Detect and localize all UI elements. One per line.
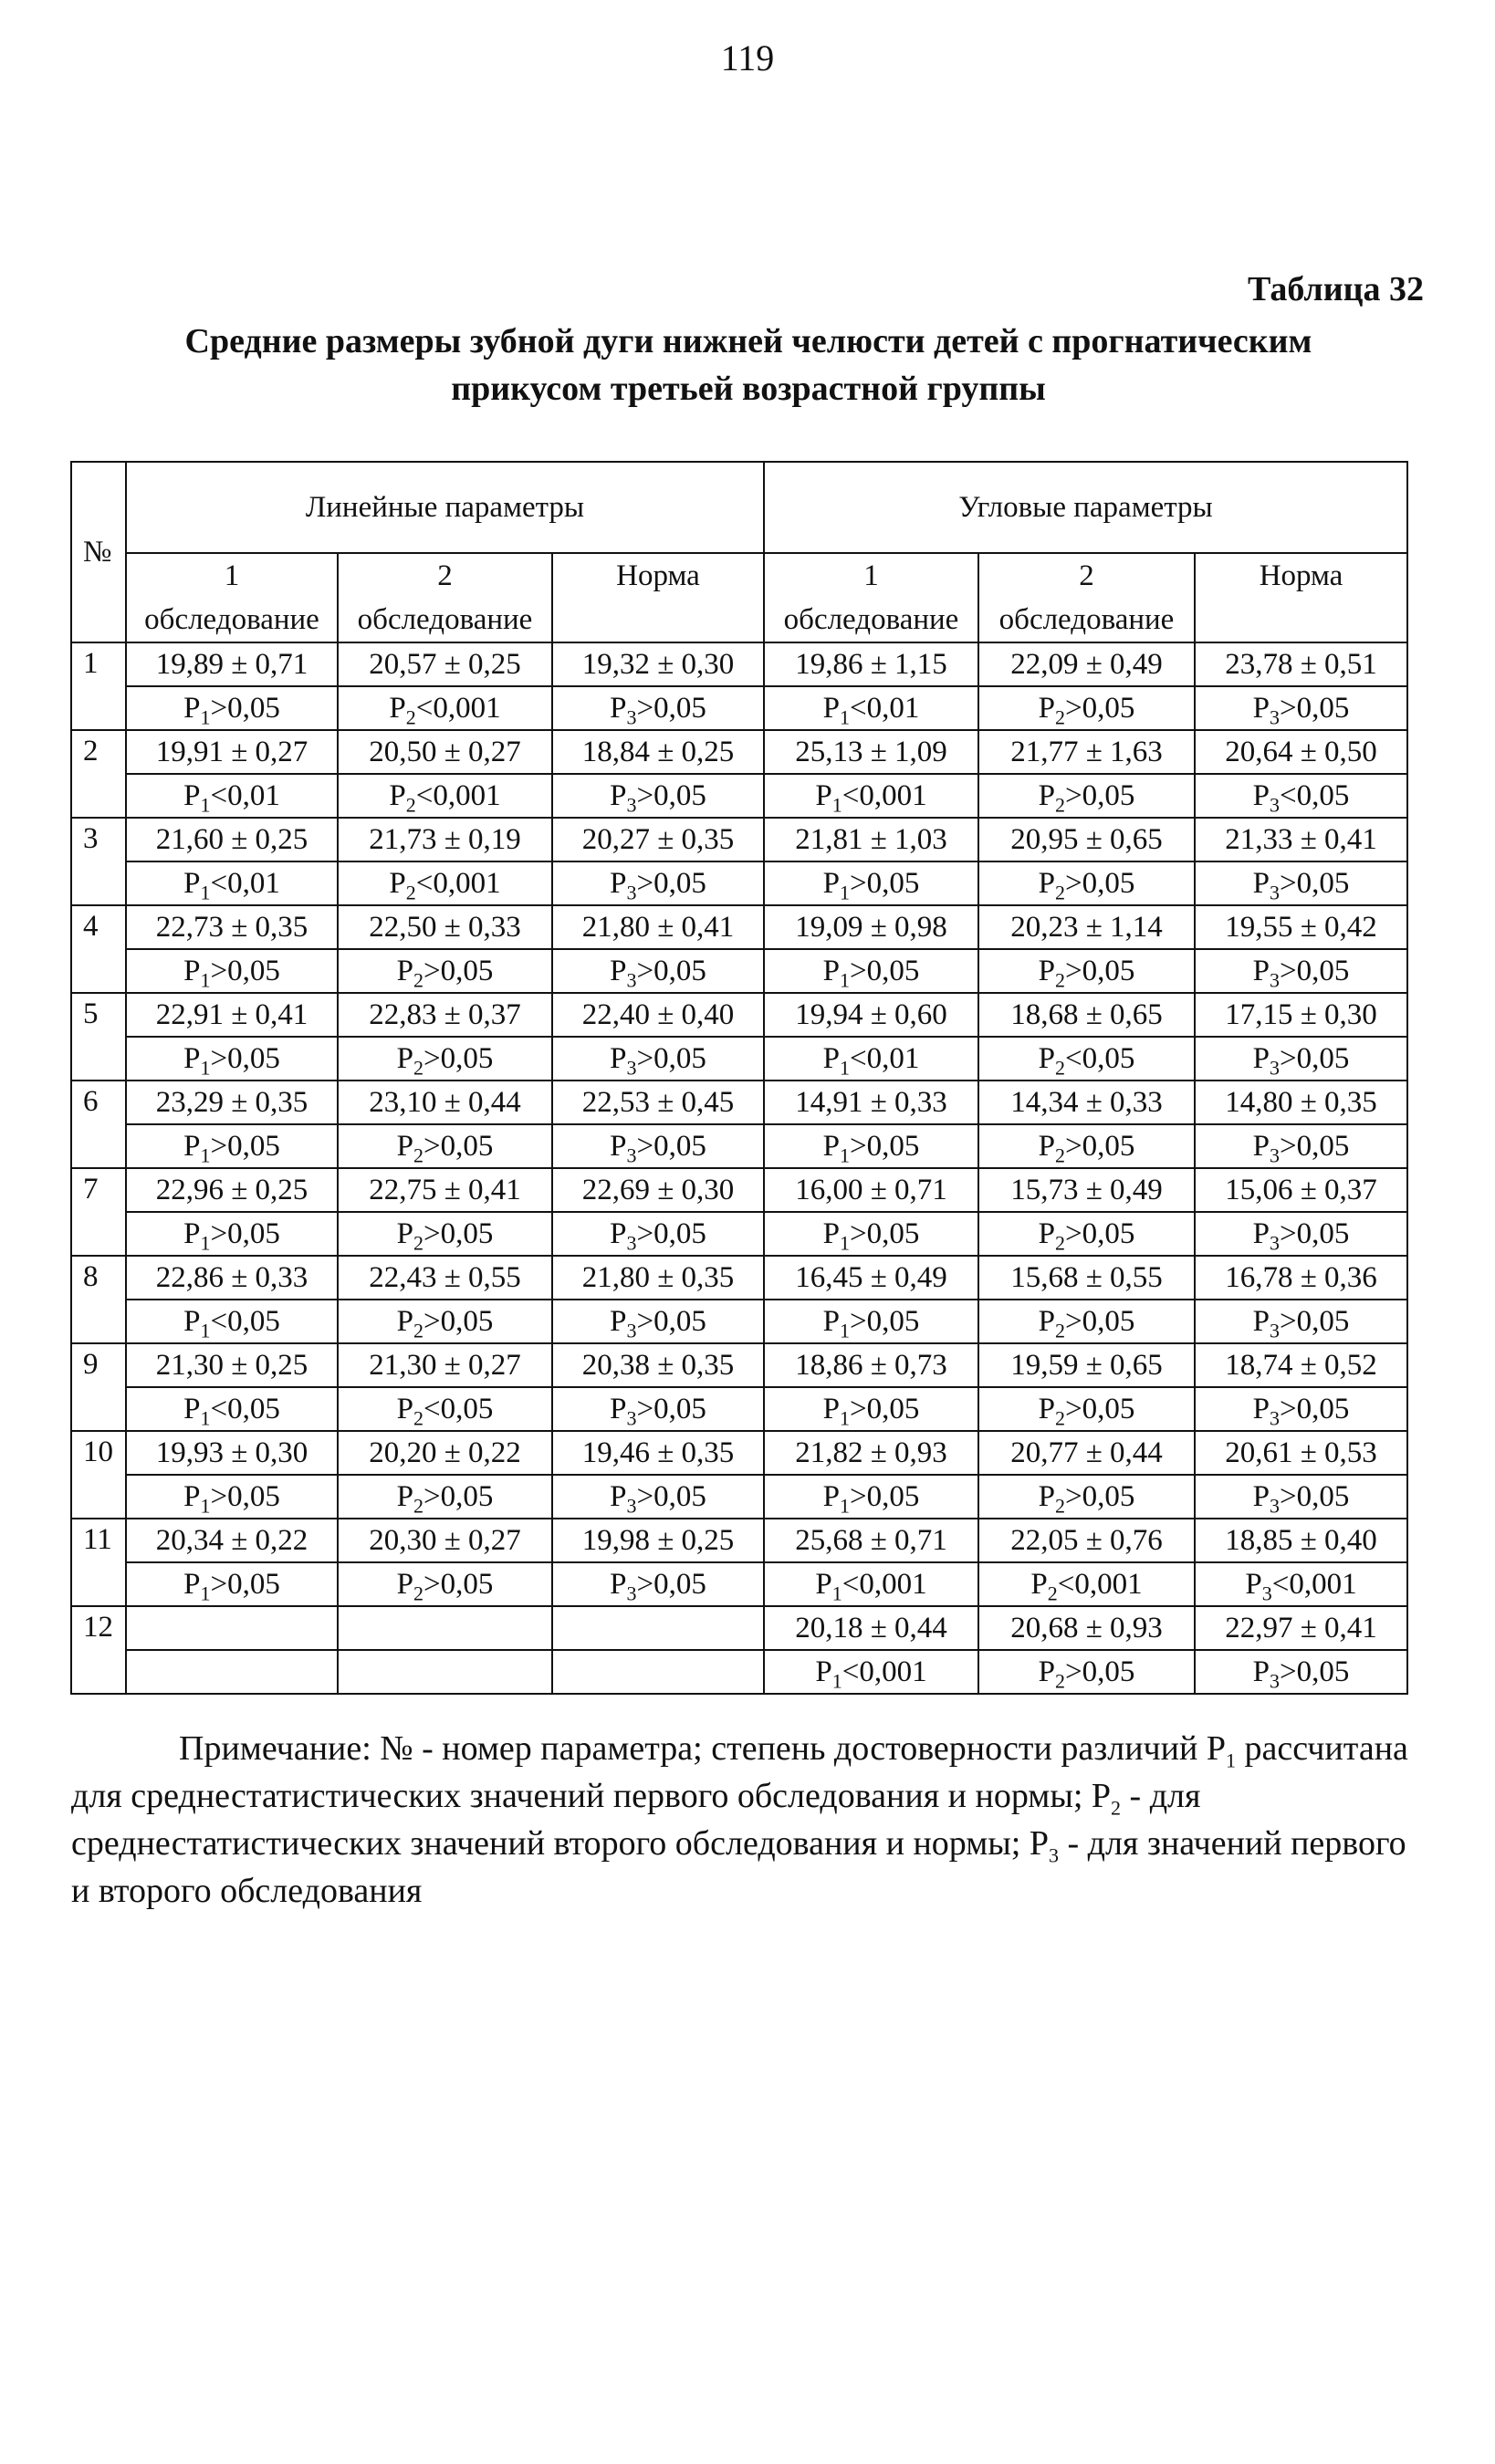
data-table [70,461,1408,1695]
significance-cell: $P_1>0,05$ [764,1124,978,1168]
table-row [71,1431,1407,1475]
value-cell: 19,59 ± 0,65 [978,1343,1195,1387]
significance-cell: $P_1>0,05$ [126,1562,338,1606]
value-cell: 19,55 ± 0,42 [1195,905,1407,949]
value-cell: 19,32 ± 0,30 [552,642,764,686]
significance-cell: $P_1>0,05$ [126,1037,338,1081]
value-cell: 19,89 ± 0,71 [126,642,338,686]
row-number: 6 [71,1081,126,1168]
value-cell: 22,96 ± 0,25 [126,1168,338,1212]
significance-cell: $P_3>0,05$ [1195,1387,1407,1431]
page-number: 119 [720,37,775,78]
value-cell: 19,09 ± 0,98 [764,905,978,949]
row-number: 9 [71,1343,126,1431]
significance-cell: $P_3>0,05$ [1195,1212,1407,1256]
value-cell [338,1606,552,1650]
value-cell: 22,43 ± 0,55 [338,1256,552,1300]
header-linear: Линейные параметры [126,462,764,553]
significance-cell: $P_3>0,05$ [1195,861,1407,905]
significance-cell: $P_1>0,05$ [126,949,338,993]
table-row-significance [71,949,1407,993]
header-angular: Угловые параметры [764,462,1407,553]
table-row-significance [71,1650,1407,1694]
significance-cell: $P_1>0,05$ [126,1212,338,1256]
significance-cell: $P_3>0,05$ [1195,1037,1407,1081]
value-cell: 25,13 ± 1,09 [764,730,978,774]
header-exam1-linear: 1 обследование [126,553,338,642]
significance-cell: $P_1<0,001$ [764,774,978,818]
value-cell: 19,86 ± 1,15 [764,642,978,686]
row-number: 7 [71,1168,126,1256]
value-cell: 15,73 ± 0,49 [978,1168,1195,1212]
value-cell: 21,82 ± 0,93 [764,1431,978,1475]
value-cell: 21,81 ± 1,03 [764,818,978,861]
table-label: Таблица 32 [1247,270,1424,308]
significance-cell: $P_2>0,05$ [978,1650,1195,1694]
table-row [71,1606,1407,1650]
significance-cell: $P_3>0,05$ [1195,1300,1407,1343]
significance-cell: $P_2>0,05$ [338,1037,552,1081]
row-number: 11 [71,1519,126,1606]
significance-cell: $P_1>0,05$ [764,1475,978,1519]
value-cell: 14,80 ± 0,35 [1195,1081,1407,1124]
table-row-significance [71,1300,1407,1343]
value-cell: 20,23 ± 1,14 [978,905,1195,949]
significance-cell: $P_2>0,05$ [978,861,1195,905]
header-exam1-angular: 1 обследование [764,553,978,642]
significance-cell: $P_2>0,05$ [978,686,1195,730]
significance-cell: $P_3>0,05$ [552,949,764,993]
value-cell: 21,60 ± 0,25 [126,818,338,861]
value-cell: 20,61 ± 0,53 [1195,1431,1407,1475]
significance-cell: $P_3>0,05$ [552,1300,764,1343]
table-title [55,318,1442,412]
value-cell: 25,68 ± 0,71 [764,1519,978,1562]
value-cell: 22,97 ± 0,41 [1195,1606,1407,1650]
value-cell: 18,68 ± 0,65 [978,993,1195,1037]
significance-cell: $P_3>0,05$ [1195,686,1407,730]
table-row [71,1343,1407,1387]
significance-cell: $P_3>0,05$ [552,1562,764,1606]
significance-cell: $P_2<0,05$ [978,1037,1195,1081]
value-cell: 20,64 ± 0,50 [1195,730,1407,774]
significance-cell: $P_1<0,001$ [764,1562,978,1606]
header-row-groups [71,462,1407,553]
header-norm-linear: Норма [552,553,764,642]
significance-cell: $P_2<0,05$ [338,1387,552,1431]
significance-cell: $P_2>0,05$ [338,1212,552,1256]
table-row-significance [71,1212,1407,1256]
value-cell: 22,09 ± 0,49 [978,642,1195,686]
significance-cell: $P_2>0,05$ [978,1124,1195,1168]
significance-cell: $P_2>0,05$ [338,949,552,993]
value-cell: 18,74 ± 0,52 [1195,1343,1407,1387]
significance-cell: $P_1>0,05$ [126,686,338,730]
value-cell: 16,78 ± 0,36 [1195,1256,1407,1300]
significance-cell: $P_1<0,01$ [126,774,338,818]
table-row [71,1256,1407,1300]
table-row-significance [71,1037,1407,1081]
table-row-significance [71,1124,1407,1168]
header-exam2-angular: 2 обследование [978,553,1195,642]
value-cell: 20,18 ± 0,44 [764,1606,978,1650]
table-row [71,1081,1407,1124]
significance-cell: $P_1>0,05$ [764,1387,978,1431]
significance-cell: $P_2>0,05$ [978,949,1195,993]
significance-cell: $P_3>0,05$ [552,1037,764,1081]
value-cell: 21,80 ± 0,41 [552,905,764,949]
value-cell: 22,05 ± 0,76 [978,1519,1195,1562]
table-row-significance [71,861,1407,905]
significance-cell: $P_3>0,05$ [552,1475,764,1519]
value-cell: 22,50 ± 0,33 [338,905,552,949]
significance-cell [126,1650,338,1694]
value-cell: 22,73 ± 0,35 [126,905,338,949]
significance-cell: $P_2<0,001$ [978,1562,1195,1606]
significance-cell: $P_1<0,05$ [126,1300,338,1343]
header-row-columns [71,553,1407,642]
significance-cell: $P_2>0,05$ [978,1300,1195,1343]
value-cell: 15,68 ± 0,55 [978,1256,1195,1300]
value-cell: 14,34 ± 0,33 [978,1081,1195,1124]
row-number: 2 [71,730,126,818]
significance-cell [338,1650,552,1694]
table-row-significance [71,1387,1407,1431]
significance-cell: $P_3>0,05$ [552,1124,764,1168]
header-num: № [71,462,126,642]
value-cell: 20,68 ± 0,93 [978,1606,1195,1650]
row-number: 5 [71,993,126,1081]
value-cell: 22,69 ± 0,30 [552,1168,764,1212]
table-row-significance [71,1562,1407,1606]
value-cell: 19,93 ± 0,30 [126,1431,338,1475]
significance-cell: $P_1>0,05$ [764,1300,978,1343]
significance-cell: $P_3>0,05$ [552,774,764,818]
value-cell: 21,77 ± 1,63 [978,730,1195,774]
significance-cell: $P_3>0,05$ [1195,1124,1407,1168]
significance-cell: $P_3<0,001$ [1195,1562,1407,1606]
significance-cell: $P_1<0,001$ [764,1650,978,1694]
significance-cell: $P_3<0,05$ [1195,774,1407,818]
value-cell: 18,86 ± 0,73 [764,1343,978,1387]
row-number: 4 [71,905,126,993]
value-cell: 21,30 ± 0,25 [126,1343,338,1387]
table-row [71,993,1407,1037]
value-cell: 16,45 ± 0,49 [764,1256,978,1300]
value-cell: 15,06 ± 0,37 [1195,1168,1407,1212]
value-cell: 22,83 ± 0,37 [338,993,552,1037]
significance-cell: $P_2>0,05$ [338,1562,552,1606]
value-cell: 20,30 ± 0,27 [338,1519,552,1562]
significance-cell: $P_2<0,001$ [338,861,552,905]
value-cell [126,1606,338,1650]
value-cell: 21,80 ± 0,35 [552,1256,764,1300]
significance-cell: $P_3>0,05$ [552,686,764,730]
significance-cell: $P_2>0,05$ [338,1475,552,1519]
value-cell: 18,84 ± 0,25 [552,730,764,774]
value-cell: 19,94 ± 0,60 [764,993,978,1037]
table-row [71,730,1407,774]
significance-cell: $P_1>0,05$ [764,1212,978,1256]
value-cell: 17,15 ± 0,30 [1195,993,1407,1037]
significance-cell: $P_1>0,05$ [764,861,978,905]
significance-cell: $P_3>0,05$ [552,1387,764,1431]
significance-cell: $P_1>0,05$ [764,949,978,993]
significance-cell: $P_3>0,05$ [552,1212,764,1256]
row-number: 8 [71,1256,126,1343]
significance-cell: $P_2>0,05$ [978,1387,1195,1431]
value-cell: 20,38 ± 0,35 [552,1343,764,1387]
value-cell: 22,91 ± 0,41 [126,993,338,1037]
table-row-significance [71,686,1407,730]
value-cell: 22,75 ± 0,41 [338,1168,552,1212]
header-norm-angular: Норма [1195,553,1407,642]
value-cell: 16,00 ± 0,71 [764,1168,978,1212]
row-number: 10 [71,1431,126,1519]
value-cell: 20,27 ± 0,35 [552,818,764,861]
table-note: Примечание: № - номер параметра; степень достоверности различий $P_1$ рассчитана для среднестатистических значений первого обследования и нормы; $P_2$ - для среднестатистических значений второго обследования и нормы; $P_3$ - для значений первого и второго обследования [71,1729,1408,1910]
significance-cell: $P_2>0,05$ [338,1300,552,1343]
table-row [71,818,1407,861]
table-row [71,1168,1407,1212]
table-title-line-2: прикусом третьей возрастной группы [451,370,1046,408]
value-cell: 20,57 ± 0,25 [338,642,552,686]
value-cell: 19,91 ± 0,27 [126,730,338,774]
table-row [71,642,1407,686]
significance-cell [552,1650,764,1694]
value-cell: 21,30 ± 0,27 [338,1343,552,1387]
value-cell: 19,46 ± 0,35 [552,1431,764,1475]
significance-cell: $P_2<0,001$ [338,686,552,730]
value-cell: 20,20 ± 0,22 [338,1431,552,1475]
significance-cell: $P_1<0,01$ [764,686,978,730]
row-number: 12 [71,1606,126,1694]
significance-cell: $P_3>0,05$ [552,861,764,905]
row-number: 3 [71,818,126,905]
significance-cell: $P_1>0,05$ [126,1124,338,1168]
significance-cell: $P_1>0,05$ [126,1475,338,1519]
value-cell: 22,86 ± 0,33 [126,1256,338,1300]
table-row-significance [71,774,1407,818]
table-row [71,905,1407,949]
value-cell: 22,53 ± 0,45 [552,1081,764,1124]
value-cell: 23,10 ± 0,44 [338,1081,552,1124]
value-cell: 21,73 ± 0,19 [338,818,552,861]
value-cell: 14,91 ± 0,33 [764,1081,978,1124]
significance-cell: $P_1<0,05$ [126,1387,338,1431]
value-cell: 20,50 ± 0,27 [338,730,552,774]
value-cell: 20,34 ± 0,22 [126,1519,338,1562]
significance-cell: $P_2>0,05$ [338,1124,552,1168]
significance-cell: $P_2<0,001$ [338,774,552,818]
value-cell: 23,78 ± 0,51 [1195,642,1407,686]
value-cell [552,1606,764,1650]
table-row [71,1519,1407,1562]
significance-cell: $P_3>0,05$ [1195,1475,1407,1519]
header-exam2-linear: 2 обследование [338,553,552,642]
value-cell: 20,95 ± 0,65 [978,818,1195,861]
significance-cell: $P_3>0,05$ [1195,949,1407,993]
table-title-line-1: Средние размеры зубной дуги нижней челюсти детей с прогнатическим [184,322,1312,360]
row-number: 1 [71,642,126,730]
table-row-significance [71,1475,1407,1519]
significance-cell: $P_2>0,05$ [978,1475,1195,1519]
value-cell: 23,29 ± 0,35 [126,1081,338,1124]
value-cell: 21,33 ± 0,41 [1195,818,1407,861]
significance-cell: $P_1<0,01$ [764,1037,978,1081]
significance-cell: $P_3>0,05$ [1195,1650,1407,1694]
significance-cell: $P_1<0,01$ [126,861,338,905]
value-cell: 19,98 ± 0,25 [552,1519,764,1562]
value-cell: 20,77 ± 0,44 [978,1431,1195,1475]
significance-cell: $P_2>0,05$ [978,1212,1195,1256]
value-cell: 22,40 ± 0,40 [552,993,764,1037]
significance-cell: $P_2>0,05$ [978,774,1195,818]
value-cell: 18,85 ± 0,40 [1195,1519,1407,1562]
